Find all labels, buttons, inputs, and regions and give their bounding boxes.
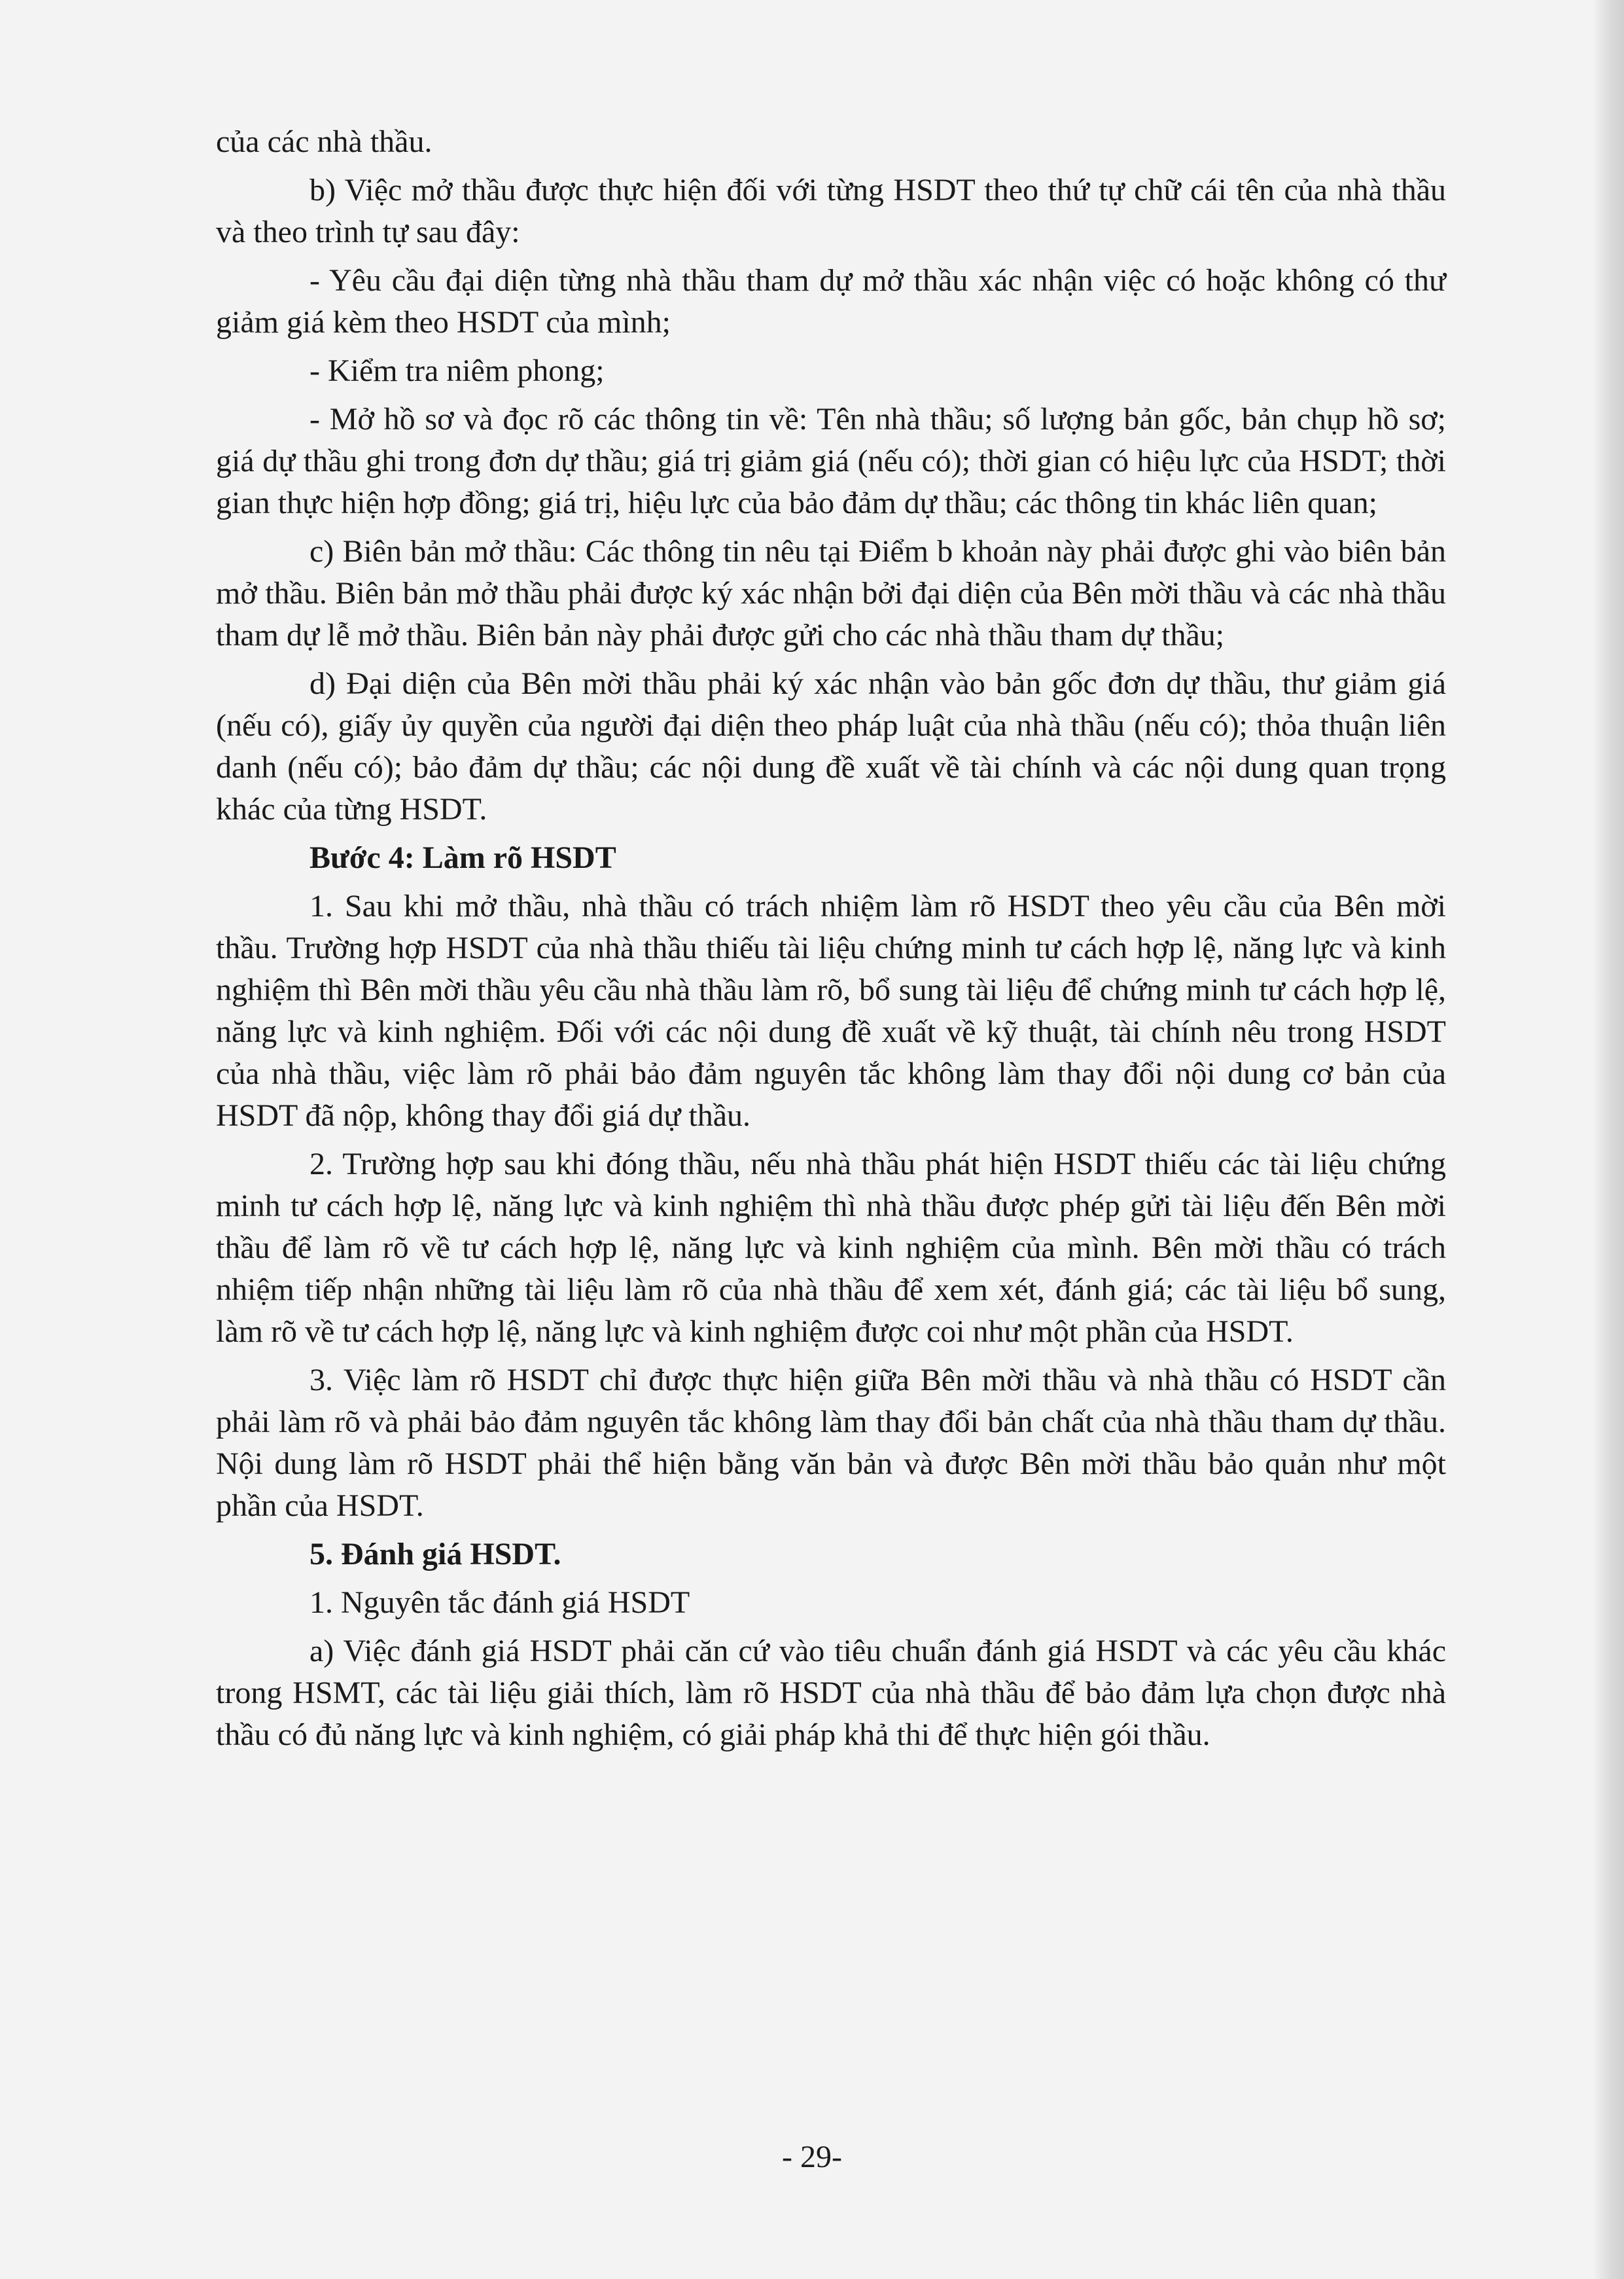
- paragraph-b-opening-procedure: b) Việc mở thầu được thực hiện đối với từng HSDT theo thứ tự chữ cái tên của nhà thầu và theo trình tự sau đây:: [216, 173, 1446, 249]
- paragraph-c-opening-minutes: c) Biên bản mở thầu: Các thông tin nêu tại Điểm b khoản này phải được ghi vào biên bản mở thầu. Biên bản mở thầu phải được ký xác nhận bởi đại diện của Bên mời thầu và các nhà thầu tham dự lễ mở thầu. Biên bản này phải được gửi cho các nhà thầu tham dự thầu;: [216, 534, 1446, 653]
- paragraph-clarification-2: 2. Trường hợp sau khi đóng thầu, nếu nhà thầu phát hiện HSDT thiếu các tài liệu chứng minh tư cách hợp lệ, năng lực và kinh nghiệm thì nhà thầu được phép gửi tài liệu đến Bên mời thầu để làm rõ về tư cách hợp lệ, năng lực và kinh nghiệm của mình. Bên mời thầu có trách nhiệm tiếp nhận những tài liệu làm rõ của nhà thầu để xem xét, đánh giá; các tài liệu bổ sung, làm rõ về tư cách hợp lệ, năng lực và kinh nghiệm được coi như một phần của HSDT.: [216, 1147, 1446, 1349]
- paragraph-clarification-1: 1. Sau khi mở thầu, nhà thầu có trách nhiệm làm rõ HSDT theo yêu cầu của Bên mời thầu. Trường hợp HSDT của nhà thầu thiếu tài liệu chứng minh tư cách hợp lệ, năng lực và kinh nghiệm thì Bên mời thầu yêu cầu nhà thầu làm rõ, bổ sung tài liệu để chứng minh tư cách hợp lệ, năng lực và kinh nghiệm. Đối với các nội dung đề xuất về kỹ thuật, tài chính nêu trong HSDT của nhà thầu, việc làm rõ phải bảo đảm nguyên tắc không làm thay đổi nội dung cơ bản của HSDT đã nộp, không thay đổi giá dự thầu.: [216, 889, 1446, 1133]
- section-heading-evaluation: 5. Đánh giá HSDT.: [309, 1537, 561, 1571]
- paragraph-evaluation-principle: 1. Nguyên tắc đánh giá HSDT: [309, 1585, 690, 1620]
- list-item-confirm-discount-letter: - Yêu cầu đại diện từng nhà thầu tham dự mở thầu xác nhận việc có hoặc không có thư giảm giá kèm theo HSDT của mình;: [216, 263, 1446, 340]
- list-item-read-information: - Mở hồ sơ và đọc rõ các thông tin về: Tên nhà thầu; số lượng bản gốc, bản chụp hồ sơ; giá dự thầu ghi trong đơn dự thầu; giá trị giảm giá (nếu có); thời gian có hiệu lực của HSDT; thời gian thực hiện hợp đồng; giá trị, hiệu lực của bảo đảm dự thầu; các thông tin khác liên quan;: [216, 402, 1446, 520]
- paragraph-continuation: của các nhà thầu.: [216, 124, 432, 159]
- paragraph-d-sign-confirmation: d) Đại diện của Bên mời thầu phải ký xác nhận vào bản gốc đơn dự thầu, thư giảm giá (nếu có), giấy ủy quyền của người đại diện theo pháp luật của nhà thầu (nếu có); thỏa thuận liên danh (nếu có); bảo đảm dự thầu; các nội dung đề xuất về tài chính và các nội dung quan trọng khác của từng HSDT.: [216, 666, 1446, 827]
- list-item-check-seal: - Kiểm tra niêm phong;: [309, 353, 605, 388]
- section-heading-step-4: Bước 4: Làm rõ HSDT: [309, 840, 616, 875]
- page-number: - 29-: [782, 2140, 842, 2174]
- paragraph-clarification-3: 3. Việc làm rõ HSDT chỉ được thực hiện giữa Bên mời thầu và nhà thầu có HSDT cần phải làm rõ và phải bảo đảm nguyên tắc không làm thay đổi bản chất của nhà thầu tham dự thầu. Nội dung làm rõ HSDT phải thể hiện bằng văn bản và được Bên mời thầu bảo quản như một phần của HSDT.: [216, 1363, 1446, 1523]
- body-text: [216, 121, 1446, 1763]
- paragraph-evaluation-principle-a: a) Việc đánh giá HSDT phải căn cứ vào tiêu chuẩn đánh giá HSDT và các yêu cầu khác trong HSMT, các tài liệu giải thích, làm rõ HSDT của nhà thầu để bảo đảm lựa chọn được nhà thầu có đủ năng lực và kinh nghiệm, có giải pháp khả thi để thực hiện gói thầu.: [216, 1634, 1446, 1752]
- scan-edge-shadow: [1593, 0, 1624, 2279]
